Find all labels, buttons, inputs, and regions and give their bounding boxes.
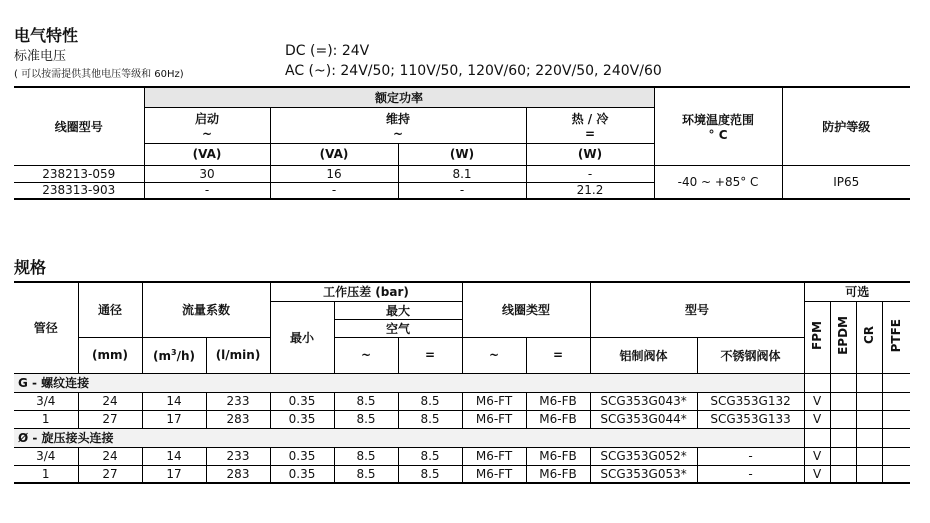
max-ac-cell: 8.5	[334, 447, 398, 465]
opt-fpm-label: FPM	[810, 321, 825, 350]
unit-m3h-end: /h)	[176, 348, 195, 363]
opt-cell	[804, 373, 830, 392]
lmin-cell: 233	[206, 447, 270, 465]
fpm-cell: V	[804, 410, 830, 428]
lmin-cell: 283	[206, 465, 270, 483]
opt-epdm-header	[830, 301, 856, 373]
start-va-cell: 30	[144, 165, 270, 182]
unit-m3h	[142, 337, 206, 373]
hotcold-header	[526, 107, 654, 143]
lmin-cell: 233	[206, 392, 270, 410]
pressure-header: 工作压差 (bar)	[270, 282, 462, 301]
flow-header: 流量系数	[142, 282, 270, 337]
opt-cell	[804, 428, 830, 447]
coil-model-header: 线圈型号	[14, 87, 144, 165]
coil-dc-cell: M6-FB	[526, 465, 590, 483]
epdm-cell	[830, 410, 856, 428]
max-dc-cell: 8.5	[398, 447, 462, 465]
ambient-value: -40 ~ +85° C	[654, 165, 782, 199]
orifice-cell: 27	[78, 465, 142, 483]
min-cell: 0.35	[270, 392, 334, 410]
fpm-cell: V	[804, 447, 830, 465]
start-header	[144, 107, 270, 143]
opt-cell	[830, 428, 856, 447]
epdm-cell	[830, 447, 856, 465]
table-row	[14, 465, 910, 483]
coil-dc-cell: M6-FB	[526, 447, 590, 465]
alu-model-cell: SCG353G052*	[590, 447, 697, 465]
cr-cell	[856, 447, 882, 465]
coil-ac-cell: M6-FT	[462, 392, 526, 410]
coil-model-cell: 238213-059	[14, 165, 144, 182]
alu-model-cell: SCG353G043*	[590, 392, 697, 410]
rated-power-header: 额定功率	[144, 87, 654, 107]
opt-cell	[856, 373, 882, 392]
opt-cell	[882, 373, 910, 392]
max-dc-cell: 8.5	[398, 465, 462, 483]
electrical-title: 电气特性	[14, 26, 79, 45]
hold-w-cell: 8.1	[398, 165, 526, 182]
opt-epdm-label: EPDM	[836, 316, 851, 355]
max-dc-cell: 8.5	[398, 410, 462, 428]
unit-m3h-base: (m	[153, 348, 171, 363]
max-dc-sym: =	[398, 337, 462, 373]
hold-header	[270, 107, 526, 143]
opt-cell	[856, 428, 882, 447]
electrical-table	[14, 86, 910, 200]
table-row	[14, 392, 910, 410]
ac-voltage: AC (~): 24V/50; 110V/50, 120V/60; 220V/50, 240V/60	[285, 63, 662, 79]
coil-ac-cell: M6-FT	[462, 410, 526, 428]
unit-hold-w: (W)	[398, 143, 526, 165]
start-va-cell: -	[144, 182, 270, 199]
hotcold-w-cell: -	[526, 165, 654, 182]
unit-lmin: (l/min)	[206, 337, 270, 373]
orifice-cell: 24	[78, 392, 142, 410]
max-ac-cell: 8.5	[334, 410, 398, 428]
coil-dc-cell: M6-FB	[526, 410, 590, 428]
ambient-header-line1: 环境温度范围	[682, 112, 755, 127]
ptfe-cell	[882, 392, 910, 410]
max-ac-cell: 8.5	[334, 465, 398, 483]
optional-header: 可选	[804, 282, 910, 301]
hotcold-label: 热 / 冷	[571, 111, 609, 126]
unit-m3h-sup: 3	[171, 347, 177, 357]
coil-dc-sym: =	[526, 337, 590, 373]
pipe-cell: 1	[14, 465, 78, 483]
min-header: 最小	[270, 301, 334, 373]
coil-type-header: 线圈类型	[462, 282, 590, 337]
alu-model-cell: SCG353G044*	[590, 410, 697, 428]
coil-ac-cell: M6-FT	[462, 447, 526, 465]
ptfe-cell	[882, 465, 910, 483]
epdm-cell	[830, 465, 856, 483]
hold-label: 维持	[385, 111, 410, 126]
ss-model-cell: -	[697, 465, 804, 483]
table-row	[14, 165, 910, 182]
ss-body-header: 不锈钢阀体	[697, 337, 804, 373]
cr-cell	[856, 465, 882, 483]
alu-body-header: 铝制阀体	[590, 337, 697, 373]
dc-voltage: DC (=): 24V	[285, 43, 370, 59]
epdm-cell	[830, 392, 856, 410]
ambient-header-line2: ° C	[708, 127, 728, 142]
ss-model-cell: SCG353G132	[697, 392, 804, 410]
hold-va-cell: -	[270, 182, 398, 199]
std-voltage-label: 标准电压	[14, 49, 67, 64]
voltage-note: ( 可以按需提供其他电压等级和 60Hz)	[14, 69, 184, 80]
hold-va-cell: 16	[270, 165, 398, 182]
table-row	[14, 447, 910, 465]
orifice-cell: 24	[78, 447, 142, 465]
specs-title: 规格	[14, 258, 47, 277]
opt-ptfe-label: PTFE	[889, 318, 904, 353]
kv-cell: 14	[142, 447, 206, 465]
start-ac-sym: ~	[201, 126, 213, 141]
coil-ac-cell: M6-FT	[462, 465, 526, 483]
table-row	[14, 410, 910, 428]
model-header: 型号	[590, 282, 804, 337]
opt-cell	[882, 428, 910, 447]
ptfe-cell	[882, 410, 910, 428]
coil-dc-cell: M6-FB	[526, 392, 590, 410]
kv-cell: 14	[142, 392, 206, 410]
pipe-cell: 3/4	[14, 447, 78, 465]
orifice-header: 通径	[78, 282, 142, 337]
unit-hold-va: (VA)	[270, 143, 398, 165]
opt-ptfe-header	[882, 301, 910, 373]
orifice-cell: 27	[78, 410, 142, 428]
opt-cell	[830, 373, 856, 392]
cr-cell	[856, 410, 882, 428]
opt-cr-header	[856, 301, 882, 373]
unit-hotcold-w: (W)	[526, 143, 654, 165]
hold-ac-sym: ~	[392, 126, 404, 141]
specs-table	[14, 281, 910, 484]
fpm-cell: V	[804, 465, 830, 483]
fpm-cell: V	[804, 392, 830, 410]
max-ac-cell: 8.5	[334, 392, 398, 410]
opt-cr-label: CR	[862, 326, 877, 345]
opt-fpm-header	[804, 301, 830, 373]
coil-model-cell: 238313-903	[14, 182, 144, 199]
coil-ac-sym: ~	[462, 337, 526, 373]
unit-start-va: (VA)	[144, 143, 270, 165]
air-header: 空气	[334, 319, 462, 337]
lmin-cell: 283	[206, 410, 270, 428]
max-dc-cell: 8.5	[398, 392, 462, 410]
alu-model-cell: SCG353G053*	[590, 465, 697, 483]
hotcold-dc-sym: =	[584, 126, 596, 141]
ptfe-cell	[882, 447, 910, 465]
pipe-cell: 1	[14, 410, 78, 428]
min-cell: 0.35	[270, 447, 334, 465]
hotcold-w-cell: 21.2	[526, 182, 654, 199]
min-cell: 0.35	[270, 410, 334, 428]
cr-cell	[856, 392, 882, 410]
max-ac-sym: ~	[334, 337, 398, 373]
group-g-label: G - 螺纹连接	[14, 373, 804, 392]
pipe-cell: 3/4	[14, 392, 78, 410]
protection-header: 防护等级	[782, 87, 910, 165]
ss-model-cell: -	[697, 447, 804, 465]
start-label: 启动	[194, 111, 219, 126]
ambient-header	[654, 87, 782, 165]
unit-mm: (mm)	[78, 337, 142, 373]
kv-cell: 17	[142, 465, 206, 483]
pipe-header: 管径	[14, 282, 78, 373]
kv-cell: 17	[142, 410, 206, 428]
hold-w-cell: -	[398, 182, 526, 199]
group-o-label: Ø - 旋压接头连接	[14, 428, 804, 447]
ss-model-cell: SCG353G133	[697, 410, 804, 428]
min-cell: 0.35	[270, 465, 334, 483]
protection-value: IP65	[833, 174, 860, 189]
max-header: 最大	[334, 301, 462, 319]
